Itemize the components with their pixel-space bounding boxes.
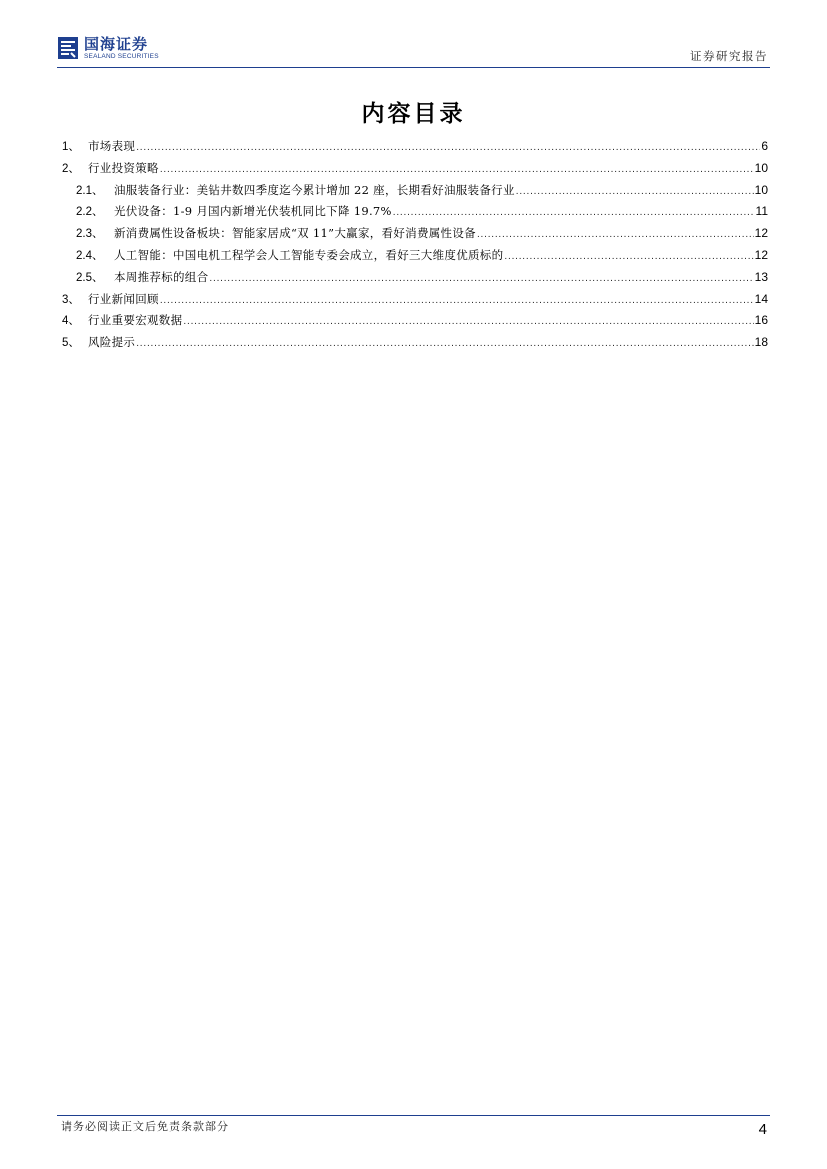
- toc-entry-3[interactable]: [62, 289, 768, 311]
- toc-entry-1[interactable]: [62, 136, 768, 158]
- toc-page-number: 13: [754, 269, 768, 284]
- page-title: 内容目录: [361, 101, 466, 127]
- toc-title: 本周推荐标的组合: [114, 269, 209, 284]
- toc-title: 光伏设备：1-9 月国内新增光伏装机同比下降 19.7%: [114, 204, 392, 219]
- toc-leader-dots: [477, 224, 754, 246]
- toc-number: 2.1、: [76, 184, 104, 197]
- header-divider: [57, 67, 770, 68]
- toc-number: 2.3、: [76, 228, 104, 241]
- footer-disclaimer: 请务必阅读正文后免责条款部分: [61, 1120, 229, 1133]
- toc-leader-dots: [160, 290, 754, 312]
- toc-page-number: 11: [755, 204, 768, 219]
- toc-page-number: 10: [754, 160, 768, 175]
- toc-page-number: 18: [754, 335, 768, 350]
- toc-number: 2.5、: [76, 271, 104, 284]
- toc-page-number: 6: [761, 139, 768, 153]
- toc-number: 2.4、: [76, 249, 104, 262]
- toc-title: 油服装备行业：美钻井数四季度迄今累计增加 22 座，长期看好油服装备行业: [114, 182, 515, 197]
- toc-number: 2.2、: [76, 206, 104, 219]
- toc-number: 3、: [62, 293, 80, 306]
- report-type-label: 证券研究报告: [690, 49, 768, 63]
- toc-leader-dots: [183, 311, 753, 333]
- toc-entry-2-1[interactable]: [62, 180, 768, 202]
- toc-leader-dots: [160, 159, 754, 181]
- sealand-logo-icon: [57, 36, 79, 60]
- toc-page-number: 16: [754, 313, 768, 328]
- toc-leader-dots: [209, 268, 753, 290]
- toc-entry-2-3[interactable]: [62, 223, 768, 245]
- toc-title: 风险提示: [88, 335, 136, 350]
- toc-number: 5、: [62, 337, 80, 350]
- toc-title: 行业投资策略: [88, 160, 159, 175]
- toc-leader-dots: [504, 246, 753, 268]
- company-logo: [57, 36, 159, 62]
- page-number: 4: [758, 1121, 767, 1138]
- toc-page-number: 12: [754, 247, 768, 262]
- toc-leader-dots: [136, 137, 760, 159]
- toc-number: 1、: [62, 141, 80, 153]
- toc-title: 人工智能：中国电机工程学会人工智能专委会成立，看好三大维度优质标的: [114, 247, 504, 262]
- toc-page-number: 14: [754, 291, 768, 306]
- toc-entry-4[interactable]: [62, 310, 768, 332]
- logo-english-text: SEALAND SECURITIES: [84, 53, 159, 60]
- toc-title: 行业重要宏观数据: [88, 313, 183, 328]
- toc-leader-dots: [136, 333, 753, 355]
- table-of-contents: [62, 136, 768, 354]
- toc-number: 2、: [62, 162, 80, 175]
- logo-chinese-text: 国海证券: [84, 35, 149, 53]
- toc-title: 新消费属性设备板块：智能家居成“双 11”大赢家，看好消费属性设备: [114, 226, 476, 241]
- toc-entry-2[interactable]: [62, 158, 768, 180]
- toc-entry-5[interactable]: [62, 332, 768, 354]
- footer-divider: [57, 1115, 770, 1116]
- toc-leader-dots: [393, 202, 755, 224]
- toc-number: 4、: [62, 315, 80, 328]
- toc-title: 行业新闻回顾: [88, 291, 159, 306]
- toc-entry-2-5[interactable]: [62, 267, 768, 289]
- toc-page-number: 12: [754, 226, 768, 241]
- page-header: [0, 0, 827, 70]
- toc-entry-2-4[interactable]: [62, 245, 768, 267]
- toc-page-number: 10: [754, 182, 768, 197]
- toc-entry-2-2[interactable]: [62, 201, 768, 223]
- toc-leader-dots: [516, 181, 754, 203]
- toc-title: 市场表现: [88, 139, 136, 153]
